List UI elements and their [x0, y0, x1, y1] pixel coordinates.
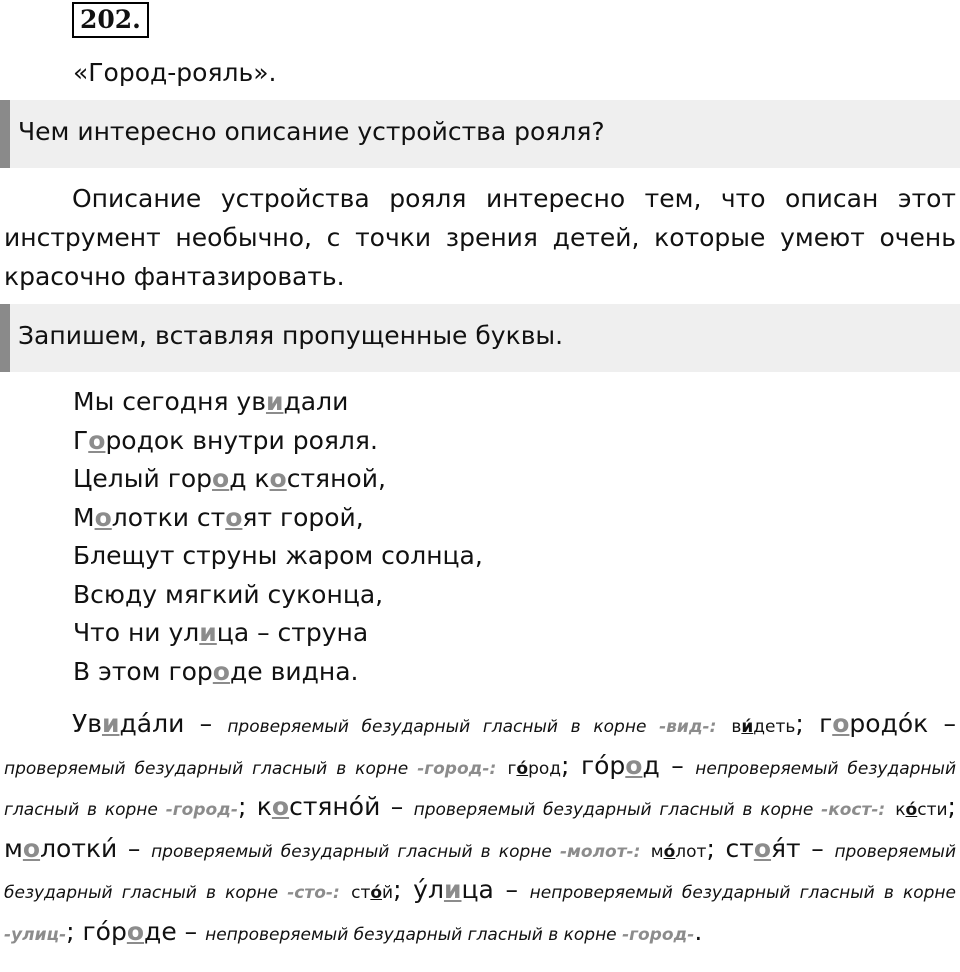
- check-part: лот: [675, 841, 707, 862]
- dash: –: [659, 750, 696, 780]
- check-vowel: о́: [370, 883, 383, 903]
- word-part: ца: [461, 875, 494, 904]
- dash: –: [117, 833, 152, 863]
- root: -город-:: [417, 758, 497, 779]
- inserted-letter: о: [753, 833, 772, 863]
- word-part: родо́к: [849, 709, 929, 738]
- poem-line: [73, 383, 483, 422]
- line-text: де видна.: [229, 656, 359, 686]
- check-word: [651, 842, 707, 862]
- separator: ;: [706, 833, 726, 863]
- dash: –: [184, 709, 228, 738]
- inserted-letter: и: [199, 618, 217, 647]
- explanation: проверяемый безударный гласный в корне: [413, 800, 822, 820]
- separator: ;: [795, 709, 820, 738]
- task-bar: [0, 304, 960, 372]
- check-part: м: [650, 841, 664, 862]
- word-part: го́р: [82, 916, 127, 946]
- poem: [73, 383, 483, 691]
- inserted-letter: и: [265, 387, 284, 416]
- check-part: деть: [753, 717, 796, 737]
- check-part: род: [528, 758, 562, 779]
- word-part: де: [144, 916, 177, 946]
- word-part: у́л: [413, 875, 444, 904]
- poem-line: [73, 499, 483, 538]
- word-part: д: [642, 750, 660, 780]
- word-part: Ув: [72, 709, 102, 738]
- word-part: го́р: [580, 750, 626, 780]
- poem-line: [73, 576, 483, 615]
- word-part: да́ли: [119, 709, 185, 738]
- explanation: проверяемый безударный гласный в корне: [4, 841, 956, 903]
- inserted-letter: о: [212, 464, 230, 493]
- line-text: ят горой,: [242, 502, 364, 532]
- inserted-letter: о: [832, 709, 850, 738]
- root: -кост-:: [821, 800, 886, 820]
- check-part: ст: [351, 883, 371, 903]
- check-part: к: [895, 800, 906, 820]
- explanation: проверяемый безударный гласный в корне: [4, 758, 418, 779]
- word-part: к: [256, 792, 272, 821]
- dash: –: [380, 792, 414, 821]
- explanation: проверяемый безударный гласный в корне: [151, 841, 560, 862]
- explanation: проверяемый безударный гласный в корне: [227, 717, 660, 737]
- check-part: в: [731, 717, 742, 737]
- line-text: д к: [229, 464, 270, 493]
- inserted-letter: о: [22, 833, 41, 863]
- line-text: Блещут струны жаром солнца,: [73, 541, 483, 570]
- dash: –: [928, 709, 956, 738]
- check-vowel: и́: [741, 717, 754, 737]
- inserted-letter: о: [94, 502, 112, 532]
- line-text: Г: [73, 425, 89, 455]
- poem-line: [73, 537, 483, 576]
- line-text: Что ни ул: [73, 618, 200, 647]
- separator: ;: [561, 750, 581, 780]
- poem-line: [73, 614, 483, 653]
- analyzed-word: [4, 834, 117, 863]
- separator: .: [694, 916, 703, 946]
- dash: –: [800, 833, 835, 863]
- inserted-letter: о: [212, 656, 230, 686]
- explanation: непроверяемый безударный гласный в корне: [4, 758, 956, 820]
- line-text: дали: [283, 387, 349, 416]
- word-analysis: [4, 705, 956, 954]
- inserted-letter: о: [271, 792, 290, 821]
- separator: ;: [237, 792, 257, 821]
- line-text: ца – струна: [216, 618, 369, 647]
- line-text: стяной,: [286, 464, 386, 493]
- task-text: Запишем, вставляя пропущенные буквы.: [18, 321, 564, 350]
- inserted-letter: о: [625, 750, 643, 780]
- dash: –: [176, 916, 206, 946]
- line-text: родок внутри рояля.: [105, 425, 378, 455]
- inserted-letter: о: [225, 502, 243, 532]
- check-word: [895, 800, 947, 820]
- inserted-letter: и: [443, 875, 462, 904]
- inserted-letter: о: [88, 425, 106, 455]
- exercise-number: 202.: [72, 2, 149, 38]
- analyzed-word: [581, 751, 660, 780]
- check-part: сти: [917, 800, 948, 820]
- analyzed-word: [257, 792, 381, 821]
- analyzed-word: [72, 709, 184, 738]
- line-text: Целый гор: [73, 464, 213, 493]
- root: -улиц-: [4, 924, 67, 945]
- line-text: Всюду мягкий суконца,: [73, 579, 384, 609]
- separator: ;: [66, 916, 83, 946]
- root: -сто-:: [287, 883, 340, 903]
- check-word: [731, 717, 795, 737]
- root: -молот-:: [559, 841, 641, 862]
- analyzed-word: [83, 917, 177, 946]
- word-part: лотки́: [40, 833, 118, 863]
- check-vowel: о́: [905, 800, 918, 820]
- analyzed-word: [413, 875, 494, 904]
- word-part: ст: [725, 833, 754, 863]
- word-part: м: [4, 833, 23, 863]
- analyzed-word: [726, 834, 801, 863]
- separator: ;: [393, 875, 414, 904]
- root: -вид-:: [659, 717, 717, 737]
- word-part: г: [819, 709, 833, 738]
- analyzed-word: [819, 709, 928, 738]
- explanation: непроверяемый безударный гласный в корне: [205, 924, 623, 945]
- root: -город-: [622, 924, 695, 945]
- word-part: стяно́й: [289, 792, 381, 821]
- poem-line: [73, 422, 483, 461]
- line-text: В этом гор: [73, 656, 213, 686]
- inserted-letter: о: [269, 464, 287, 493]
- root: -город-: [165, 800, 238, 820]
- question-text: Чем интересно описание устройства рояля?: [18, 117, 605, 146]
- line-text: Мы сегодня ув: [73, 387, 266, 416]
- poem-line: [73, 460, 483, 499]
- line-text: М: [73, 502, 95, 532]
- check-word: [351, 883, 393, 903]
- exercise-title: «Город-рояль».: [73, 58, 277, 87]
- check-vowel: о́: [663, 841, 676, 862]
- question-bar: [0, 100, 960, 168]
- check-part: г: [507, 758, 517, 779]
- word-part: я́т: [771, 833, 801, 863]
- separator: ;: [947, 792, 956, 821]
- line-text: лотки ст: [111, 502, 226, 532]
- explanation: непроверяемый безударный гласный в корне: [529, 883, 956, 903]
- check-vowel: о́: [516, 758, 529, 779]
- answer-paragraph: Описание устройства рояля интересно тем, что описан этот инструмент необычно, с точки зрения детей, которые умеют очень красочно фантазировать.: [4, 184, 956, 291]
- check-word: [507, 759, 561, 779]
- poem-line: [73, 653, 483, 692]
- inserted-letter: о: [126, 916, 145, 946]
- inserted-letter: и: [101, 709, 120, 738]
- dash: –: [493, 875, 530, 904]
- check-part: й: [382, 883, 394, 903]
